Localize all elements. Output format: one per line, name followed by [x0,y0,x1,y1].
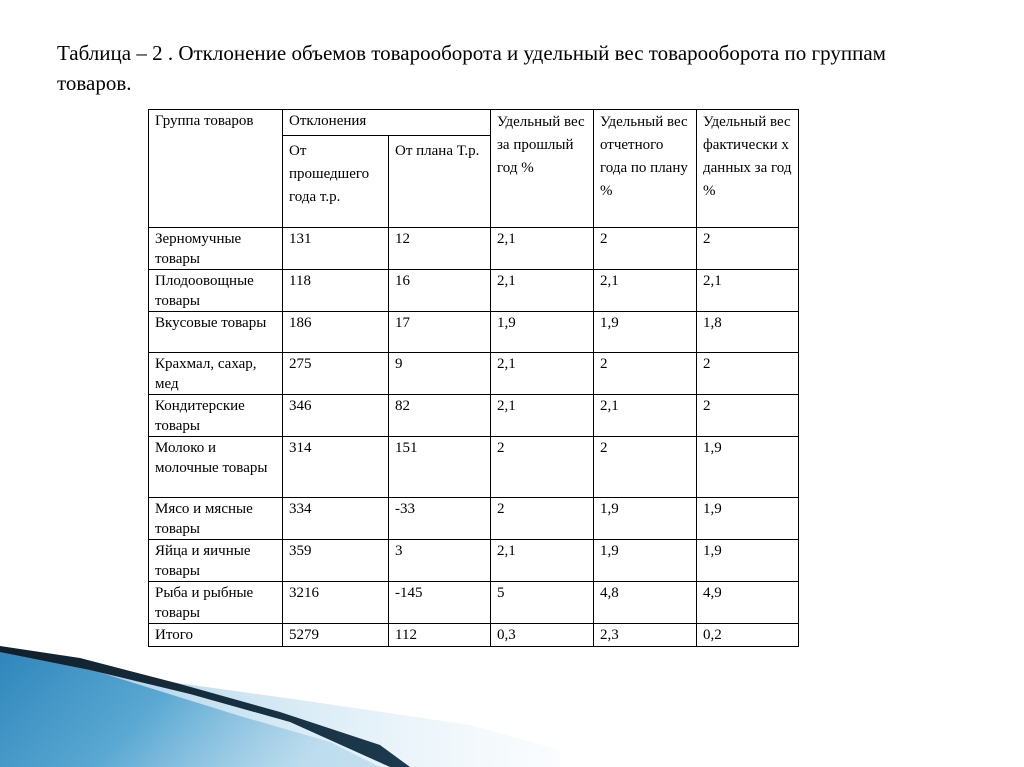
decor-light-wave [0,650,560,767]
cell-share-fact: 4,9 [697,582,799,624]
cell-share-plan: 2,1 [594,270,697,312]
cell-share-fact: 2 [697,395,799,437]
cell-from-prev: 5279 [283,624,389,647]
header-from-prev: От прошедшего года т.р. [283,136,389,228]
cell-share-fact: 1,9 [697,437,799,498]
cell-from-plan: 12 [389,228,491,270]
cell-from-plan: 16 [389,270,491,312]
cell-from-plan: 17 [389,312,491,353]
cell-from-prev: 314 [283,437,389,498]
cell-share-plan: 1,9 [594,498,697,540]
cell-from-plan: 9 [389,353,491,395]
header-from-plan: От плана Т.р. [389,136,491,228]
cell-share-prev: 2,1 [491,540,594,582]
cell-from-plan: -145 [389,582,491,624]
table-row [149,498,799,540]
cell-share-prev: 5 [491,582,594,624]
cell-share-prev: 2 [491,498,594,540]
header-deviations: Отклонения [283,110,491,136]
cell-share-prev: 2,1 [491,395,594,437]
cell-share-prev: 2,1 [491,353,594,395]
cell-share-fact: 2,1 [697,270,799,312]
cell-group: Итого [149,624,283,647]
cell-from-plan: 112 [389,624,491,647]
cell-group: Рыба и рыбные товары [149,582,283,624]
slide-title: Таблица – 2 . Отклонение объемов товарооборота и удельный вес товарооборота по группам товаров. [57,41,886,95]
table-row [149,353,799,395]
cell-share-plan: 2 [594,228,697,270]
cell-from-plan: 151 [389,437,491,498]
cell-group: Яйца и яичные товары [149,540,283,582]
cell-from-prev: 3216 [283,582,389,624]
cell-group: Зерномучные товары [149,228,283,270]
table-row [149,228,799,270]
cell-group: Крахмал, сахар, мед [149,353,283,395]
cell-share-fact: 0,2 [697,624,799,647]
table-row [149,312,799,353]
header-share-plan: Удельный вес отчетного года по плану % [594,110,697,228]
cell-from-plan: -33 [389,498,491,540]
table-row [149,270,799,312]
cell-from-prev: 186 [283,312,389,353]
cell-from-prev: 334 [283,498,389,540]
cell-share-fact: 2 [697,228,799,270]
cell-share-fact: 2 [697,353,799,395]
cell-from-prev: 131 [283,228,389,270]
table-row [149,624,799,647]
cell-share-fact: 1,9 [697,498,799,540]
cell-group: Плодоовощные товары [149,270,283,312]
cell-group: Вкусовые товары [149,312,283,353]
cell-from-prev: 359 [283,540,389,582]
cell-share-plan: 2,3 [594,624,697,647]
cell-share-plan: 4,8 [594,582,697,624]
cell-share-prev: 0,3 [491,624,594,647]
table-row [149,582,799,624]
header-share-fact: Удельный вес фактически х данных за год % [697,110,799,228]
cell-share-plan: 2 [594,353,697,395]
cell-share-plan: 1,9 [594,540,697,582]
table-row [149,437,799,498]
cell-group: Молоко и молочные товары [149,437,283,498]
cell-from-prev: 275 [283,353,389,395]
cell-from-prev: 118 [283,270,389,312]
cell-share-prev: 2,1 [491,228,594,270]
cell-share-prev: 2 [491,437,594,498]
table-row [149,395,799,437]
cell-share-fact: 1,9 [697,540,799,582]
cell-from-prev: 346 [283,395,389,437]
cell-group: Мясо и мясные товары [149,498,283,540]
cell-from-plan: 3 [389,540,491,582]
data-table [148,109,799,647]
decor-blue-wave [0,648,380,767]
cell-group: Кондитерские товары [149,395,283,437]
header-group: Группа товаров [149,110,283,228]
cell-share-plan: 1,9 [594,312,697,353]
header-share-prev: Удельный вес за прошлый год % [491,110,594,228]
decor-dark-stripe [0,646,410,767]
header-row [149,110,799,136]
table-row [149,540,799,582]
cell-share-prev: 1,9 [491,312,594,353]
cell-share-plan: 2 [594,437,697,498]
cell-share-fact: 1,8 [697,312,799,353]
cell-share-prev: 2,1 [491,270,594,312]
cell-share-plan: 2,1 [594,395,697,437]
cell-from-plan: 82 [389,395,491,437]
